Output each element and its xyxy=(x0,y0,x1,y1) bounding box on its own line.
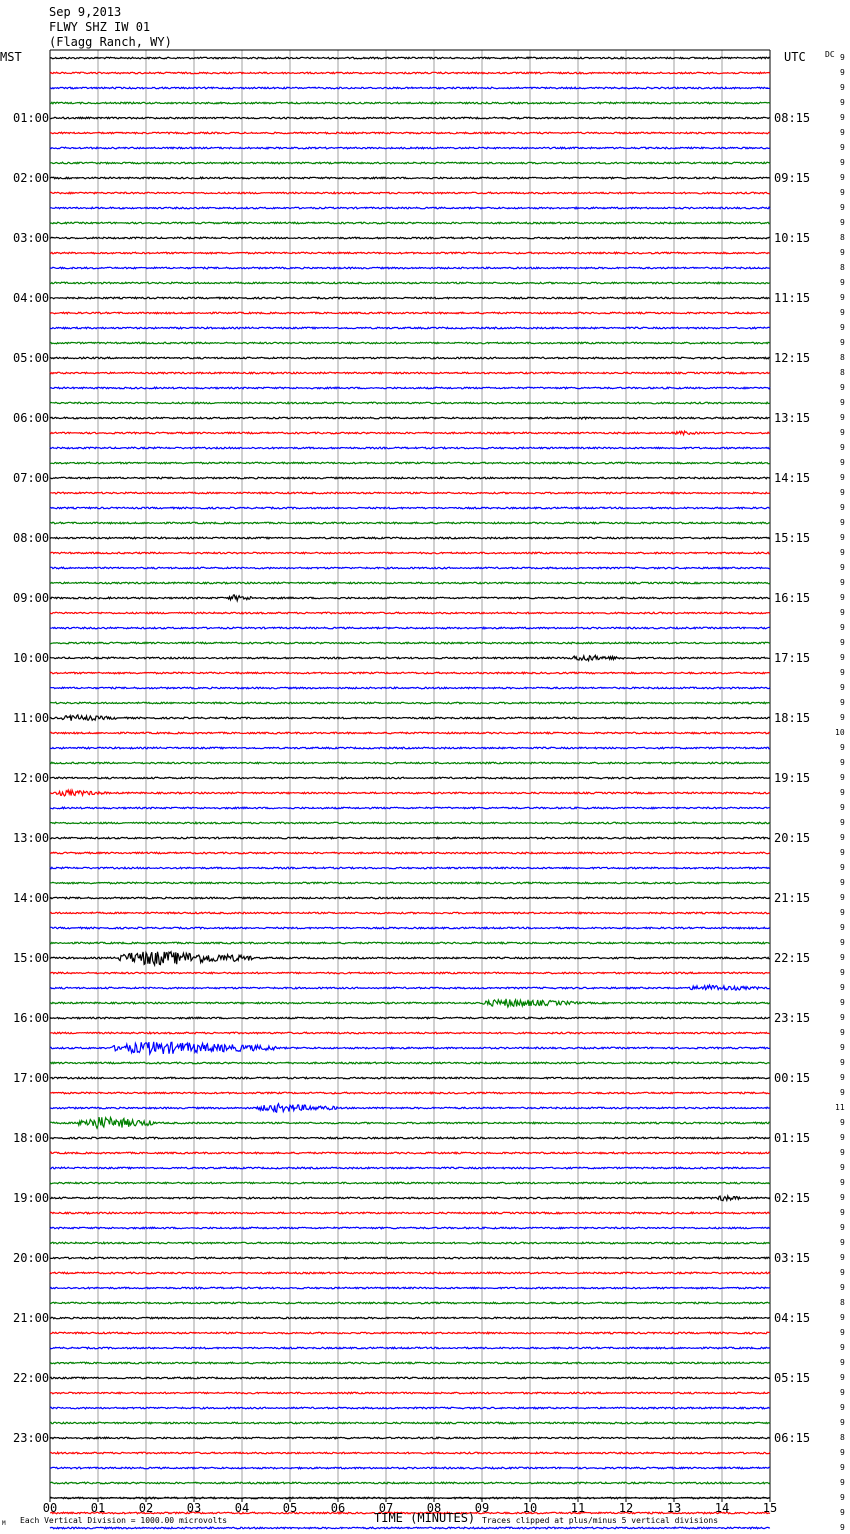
dc-offset-value: 9 xyxy=(840,848,845,857)
trace-row xyxy=(50,715,770,721)
mst-hour-label: 03:00 xyxy=(13,231,50,245)
trace-row xyxy=(50,1392,770,1394)
trace-row xyxy=(50,1212,770,1214)
dc-offset-value: 9 xyxy=(840,128,845,137)
trace-row xyxy=(50,447,770,449)
trace-row xyxy=(50,1227,770,1229)
trace-row xyxy=(50,655,770,660)
dc-offset-value: 9 xyxy=(840,1043,845,1052)
dc-offset-value: 9 xyxy=(840,1268,845,1277)
dc-offset-value: 9 xyxy=(840,608,845,617)
dc-offset-value: 9 xyxy=(840,953,845,962)
trace-row xyxy=(50,462,770,464)
dc-offset-value: 9 xyxy=(840,1418,845,1427)
trace-row xyxy=(50,507,770,509)
mst-hour-label: 14:00 xyxy=(13,891,50,905)
trace-row xyxy=(50,642,770,644)
utc-hour-label: 15:15 xyxy=(774,531,811,545)
mst-hour-label: 18:00 xyxy=(13,1131,50,1145)
header-location: (Flagg Ranch, WY) xyxy=(49,35,172,49)
utc-hour-label: 13:15 xyxy=(774,411,811,425)
dc-offset-value: 9 xyxy=(840,818,845,827)
x-tick-label: 13 xyxy=(666,1501,682,1515)
dc-offset-value: 9 xyxy=(840,1073,845,1082)
utc-hour-label: 23:15 xyxy=(774,1011,811,1025)
trace-row xyxy=(50,762,770,764)
mst-hour-label: 06:00 xyxy=(13,411,50,425)
trace-row xyxy=(50,837,770,839)
x-axis-title: TIME (MINUTES) xyxy=(374,1511,476,1525)
utc-hour-label: 17:15 xyxy=(774,651,811,665)
mst-hour-label: 07:00 xyxy=(13,471,50,485)
utc-hour-label: 20:15 xyxy=(774,831,811,845)
trace-row xyxy=(50,1117,770,1128)
dc-offset-value: 9 xyxy=(840,743,845,752)
x-tick-label: 09 xyxy=(474,1501,490,1515)
trace-row xyxy=(50,1377,770,1379)
grid xyxy=(50,50,770,1498)
trace-row xyxy=(50,1287,770,1289)
dc-offset-value: 9 xyxy=(840,1238,845,1247)
trace-row xyxy=(50,612,770,614)
utc-hour-label: 14:15 xyxy=(774,471,811,485)
dc-offset-value: 9 xyxy=(840,1328,845,1337)
trace-row xyxy=(50,595,770,601)
x-tick-label: 00 xyxy=(42,1501,58,1515)
trace-row xyxy=(50,882,770,884)
trace-row xyxy=(50,1407,770,1409)
dc-offset-value: 9 xyxy=(840,923,845,932)
trace-row xyxy=(50,132,770,134)
trace-row xyxy=(50,1347,770,1349)
trace-row xyxy=(50,1362,770,1364)
x-tick-label: 01 xyxy=(90,1501,106,1515)
dc-offset-value: 9 xyxy=(840,533,845,542)
mst-hour-label: 10:00 xyxy=(13,651,50,665)
mst-hour-label: 20:00 xyxy=(13,1251,50,1265)
trace-row xyxy=(50,267,770,269)
mst-hour-label: 15:00 xyxy=(13,951,50,965)
trace-row xyxy=(50,192,770,194)
dc-offset-value: 9 xyxy=(840,668,845,677)
trace-row xyxy=(50,1467,770,1469)
trace-row xyxy=(50,1092,770,1094)
dc-offset-value: 8 xyxy=(840,1298,845,1307)
dc-label: DC xyxy=(825,50,835,59)
trace-row xyxy=(50,477,770,479)
dc-offset-value: 9 xyxy=(840,1373,845,1382)
trace-row xyxy=(50,1042,770,1054)
dc-offset-value: 9 xyxy=(840,518,845,527)
utc-hour-label: 00:15 xyxy=(774,1071,811,1085)
trace-row xyxy=(50,942,770,944)
dc-offset-value: 9 xyxy=(840,758,845,767)
utc-hour-label: 10:15 xyxy=(774,231,811,245)
x-tick-label: 15 xyxy=(762,1501,778,1515)
utc-hour-label: 19:15 xyxy=(774,771,811,785)
trace-row xyxy=(50,417,770,419)
right-axis-title: UTC xyxy=(784,50,806,64)
dc-offset-value: 9 xyxy=(840,803,845,812)
mst-hour-label: 12:00 xyxy=(13,771,50,785)
trace-row xyxy=(50,867,770,869)
dc-offset-value: 9 xyxy=(840,968,845,977)
trace-row xyxy=(50,702,770,704)
dc-offset-value: 9 xyxy=(840,83,845,92)
trace-row xyxy=(50,672,770,674)
dc-offset-value: 9 xyxy=(840,68,845,77)
trace-row xyxy=(50,117,770,119)
dc-offset-value: 9 xyxy=(840,173,845,182)
trace-row xyxy=(50,952,770,965)
dc-offset-value: 9 xyxy=(840,1133,845,1142)
trace-row xyxy=(50,147,770,149)
left-axis-title: MST xyxy=(0,50,22,64)
dc-offset-value: 9 xyxy=(840,653,845,662)
dc-offset-value: 9 xyxy=(840,458,845,467)
x-tick-label: 12 xyxy=(618,1501,634,1515)
mst-hour-label: 23:00 xyxy=(13,1431,50,1445)
dc-offset-value: 9 xyxy=(840,113,845,122)
trace-row xyxy=(50,1272,770,1274)
trace-row xyxy=(50,552,770,554)
mst-hour-label: 21:00 xyxy=(13,1311,50,1325)
dc-offset-value: 9 xyxy=(840,143,845,152)
dc-offset-value: 9 xyxy=(840,1388,845,1397)
trace-row xyxy=(50,790,770,796)
dc-offset-value: 9 xyxy=(840,878,845,887)
utc-hour-label: 01:15 xyxy=(774,1131,811,1145)
x-tick-label: 14 xyxy=(714,1501,730,1515)
trace-row xyxy=(50,357,770,359)
trace-row xyxy=(50,927,770,929)
dc-offset-value: 9 xyxy=(840,1478,845,1487)
utc-hour-label: 09:15 xyxy=(774,171,811,185)
trace-row xyxy=(50,747,770,749)
trace-row xyxy=(50,387,770,389)
dc-offset-value: 9 xyxy=(840,983,845,992)
dc-offset-value: 9 xyxy=(840,908,845,917)
trace-row xyxy=(50,912,770,914)
dc-offset-value: 9 xyxy=(840,413,845,422)
trace-row xyxy=(50,807,770,809)
trace-row xyxy=(50,207,770,209)
header-station: FLWY SHZ IW 01 xyxy=(49,20,151,34)
dc-offset-value: 9 xyxy=(840,428,845,437)
dc-offset-value: 9 xyxy=(840,1283,845,1292)
dc-offset-value: 9 xyxy=(840,503,845,512)
trace-row xyxy=(50,1182,770,1184)
utc-hour-label: 05:15 xyxy=(774,1371,811,1385)
utc-hour-label: 18:15 xyxy=(774,711,811,725)
dc-offset-value: 8 xyxy=(840,353,845,362)
dc-offset-value: 9 xyxy=(840,593,845,602)
mst-hour-label: 13:00 xyxy=(13,831,50,845)
trace-row xyxy=(50,237,770,239)
utc-hour-label: 22:15 xyxy=(774,951,811,965)
x-tick-label: 04 xyxy=(234,1501,250,1515)
dc-offset-value: 9 xyxy=(840,1163,845,1172)
mst-hour-label: 05:00 xyxy=(13,351,50,365)
trace-row xyxy=(50,1017,770,1019)
dc-offset-value: 9 xyxy=(840,893,845,902)
trace-row xyxy=(50,102,770,104)
mst-hour-label: 16:00 xyxy=(13,1011,50,1025)
utc-hour-label: 03:15 xyxy=(774,1251,811,1265)
dc-offset-value: 9 xyxy=(840,293,845,302)
trace-row xyxy=(50,732,770,734)
dc-offset-value: 9 xyxy=(840,188,845,197)
dc-offset-value: 9 xyxy=(840,863,845,872)
trace-row xyxy=(50,1196,770,1201)
utc-hour-label: 02:15 xyxy=(774,1191,811,1205)
trace-row xyxy=(50,162,770,164)
utc-hour-label: 16:15 xyxy=(774,591,811,605)
dc-offset-value: 9 xyxy=(840,338,845,347)
dc-offset-value: 9 xyxy=(840,98,845,107)
x-tick-label: 10 xyxy=(522,1501,538,1515)
dc-offset-value: 9 xyxy=(840,833,845,842)
trace-row xyxy=(50,1104,770,1112)
trace-row xyxy=(50,177,770,179)
x-tick-label: 07 xyxy=(378,1501,394,1515)
traces xyxy=(50,57,770,1534)
dc-offset-value: 8 xyxy=(840,233,845,242)
dc-offset-value: 9 xyxy=(840,398,845,407)
trace-row xyxy=(50,822,770,824)
trace-row xyxy=(50,312,770,314)
dc-offset-value: 8 xyxy=(840,368,845,377)
trace-row xyxy=(50,222,770,224)
trace-row xyxy=(50,1452,770,1454)
dc-offset-value: 8 xyxy=(840,263,845,272)
mst-hour-label: 22:00 xyxy=(13,1371,50,1385)
utc-hour-label: 11:15 xyxy=(774,291,811,305)
dc-offset-value: 9 xyxy=(840,998,845,1007)
dc-offset-value: 9 xyxy=(840,1403,845,1412)
mst-hour-label: 01:00 xyxy=(13,111,50,125)
mst-hour-label: 11:00 xyxy=(13,711,50,725)
utc-hour-label: 21:15 xyxy=(774,891,811,905)
trace-row xyxy=(50,87,770,89)
dc-offset-value: 9 xyxy=(840,383,845,392)
dc-offset-value: 9 xyxy=(840,683,845,692)
trace-row xyxy=(50,297,770,299)
x-tick-label: 02 xyxy=(138,1501,154,1515)
trace-row xyxy=(50,252,770,254)
clip-note: Traces clipped at plus/minus 5 vertical divisions xyxy=(482,1516,719,1525)
trace-row xyxy=(50,627,770,629)
trace-row xyxy=(50,57,770,59)
dc-offset-value: 9 xyxy=(840,488,845,497)
header-date: Sep 9,2013 xyxy=(49,5,122,19)
utc-hour-label: 08:15 xyxy=(774,111,811,125)
trace-row xyxy=(50,1422,770,1424)
trace-row xyxy=(50,1077,770,1079)
trace-row xyxy=(50,985,770,990)
dc-offset-value: 9 xyxy=(840,1508,845,1517)
trace-row xyxy=(50,522,770,524)
dc-offset-value: 9 xyxy=(840,248,845,257)
trace-row xyxy=(50,282,770,284)
dc-offset-value: 9 xyxy=(840,578,845,587)
trace-row xyxy=(50,1437,770,1439)
mst-hour-label: 19:00 xyxy=(13,1191,50,1205)
trace-row xyxy=(50,1137,770,1139)
dc-offset-value: 9 xyxy=(840,473,845,482)
dc-offset-value: 9 xyxy=(840,938,845,947)
dc-offset-value: 9 xyxy=(840,1028,845,1037)
dc-offset-value: 9 xyxy=(840,278,845,287)
dc-offset-value: 9 xyxy=(840,548,845,557)
mst-hour-label: 17:00 xyxy=(13,1071,50,1085)
trace-row xyxy=(50,1152,770,1154)
trace-row xyxy=(50,372,770,374)
trace-row xyxy=(50,1032,770,1034)
trace-row xyxy=(50,342,770,344)
dc-offset-value: 9 xyxy=(840,53,845,62)
trace-row xyxy=(50,1167,770,1169)
dc-offset-value: 10 xyxy=(835,728,845,737)
dc-offset-value: 9 xyxy=(840,1448,845,1457)
dc-offset-value: 9 xyxy=(840,203,845,212)
dc-offset-value: 9 xyxy=(840,1118,845,1127)
dc-offset-value: 9 xyxy=(840,1223,845,1232)
dc-offset-value: 9 xyxy=(840,1193,845,1202)
trace-row xyxy=(50,1062,770,1064)
dc-offset-value: 9 xyxy=(840,1058,845,1067)
mst-hour-label: 08:00 xyxy=(13,531,50,545)
trace-row xyxy=(50,1332,770,1334)
trace-row xyxy=(50,1317,770,1319)
dc-offset-value: 9 xyxy=(840,1313,845,1322)
mst-hour-label: 02:00 xyxy=(13,171,50,185)
dc-offset-value: 9 xyxy=(840,698,845,707)
x-tick-label: 11 xyxy=(570,1501,586,1515)
dc-offset-value: 9 xyxy=(840,1463,845,1472)
trace-row xyxy=(50,567,770,569)
dc-offset-value: 9 xyxy=(840,1493,845,1502)
trace-row xyxy=(50,537,770,539)
trace-row xyxy=(50,1527,770,1529)
dc-offset-value: 9 xyxy=(840,1208,845,1217)
trace-row xyxy=(50,777,770,779)
dc-offset-value: 9 xyxy=(840,1088,845,1097)
utc-hour-label: 12:15 xyxy=(774,351,811,365)
dc-offset-value: 9 xyxy=(840,773,845,782)
dc-offset-value: 8 xyxy=(840,1433,845,1442)
dc-offset-value: 9 xyxy=(840,1343,845,1352)
trace-row xyxy=(50,852,770,854)
trace-row xyxy=(50,431,770,435)
trace-row xyxy=(50,897,770,899)
x-tick-label: 08 xyxy=(426,1501,442,1515)
dc-offset-value: 9 xyxy=(840,218,845,227)
trace-row xyxy=(50,582,770,584)
trace-row xyxy=(50,1242,770,1244)
utc-hour-label: 06:15 xyxy=(774,1431,811,1445)
dc-offset-value: 9 xyxy=(840,1253,845,1262)
mst-hour-label: 09:00 xyxy=(13,591,50,605)
dc-offset-value: 9 xyxy=(840,563,845,572)
utc-hour-label: 04:15 xyxy=(774,1311,811,1325)
dc-offset-value: 9 xyxy=(840,1178,845,1187)
trace-row xyxy=(50,999,770,1007)
x-tick-label: 05 xyxy=(282,1501,298,1515)
trace-row xyxy=(50,327,770,329)
dc-offset-value: 9 xyxy=(840,638,845,647)
dc-offset-value: 9 xyxy=(840,158,845,167)
dc-offset-value: 9 xyxy=(840,308,845,317)
dc-offset-value: 9 xyxy=(840,323,845,332)
dc-offset-value: 9 xyxy=(840,1013,845,1022)
trace-row xyxy=(50,1257,770,1259)
dc-offset-value: 9 xyxy=(840,788,845,797)
dc-offset-value: 9 xyxy=(840,1148,845,1157)
dc-offset-value: 9 xyxy=(840,713,845,722)
x-tick-label: 06 xyxy=(330,1501,346,1515)
corner-mark: M xyxy=(2,1520,6,1527)
trace-row xyxy=(50,492,770,494)
x-tick-label: 03 xyxy=(186,1501,202,1515)
mst-hour-label: 04:00 xyxy=(13,291,50,305)
trace-row xyxy=(50,402,770,404)
dc-offset-column xyxy=(835,53,845,1534)
dc-offset-value: 9 xyxy=(840,1523,845,1532)
trace-row xyxy=(50,687,770,689)
trace-row xyxy=(50,72,770,74)
dc-offset-value: 9 xyxy=(840,443,845,452)
trace-row xyxy=(50,1482,770,1484)
scale-note: Each Vertical Division = 1000.00 microvolts xyxy=(20,1516,228,1525)
dc-offset-value: 11 xyxy=(835,1103,845,1112)
trace-row xyxy=(50,1302,770,1304)
dc-offset-value: 9 xyxy=(840,1358,845,1367)
trace-row xyxy=(50,972,770,974)
dc-offset-value: 9 xyxy=(840,623,845,632)
